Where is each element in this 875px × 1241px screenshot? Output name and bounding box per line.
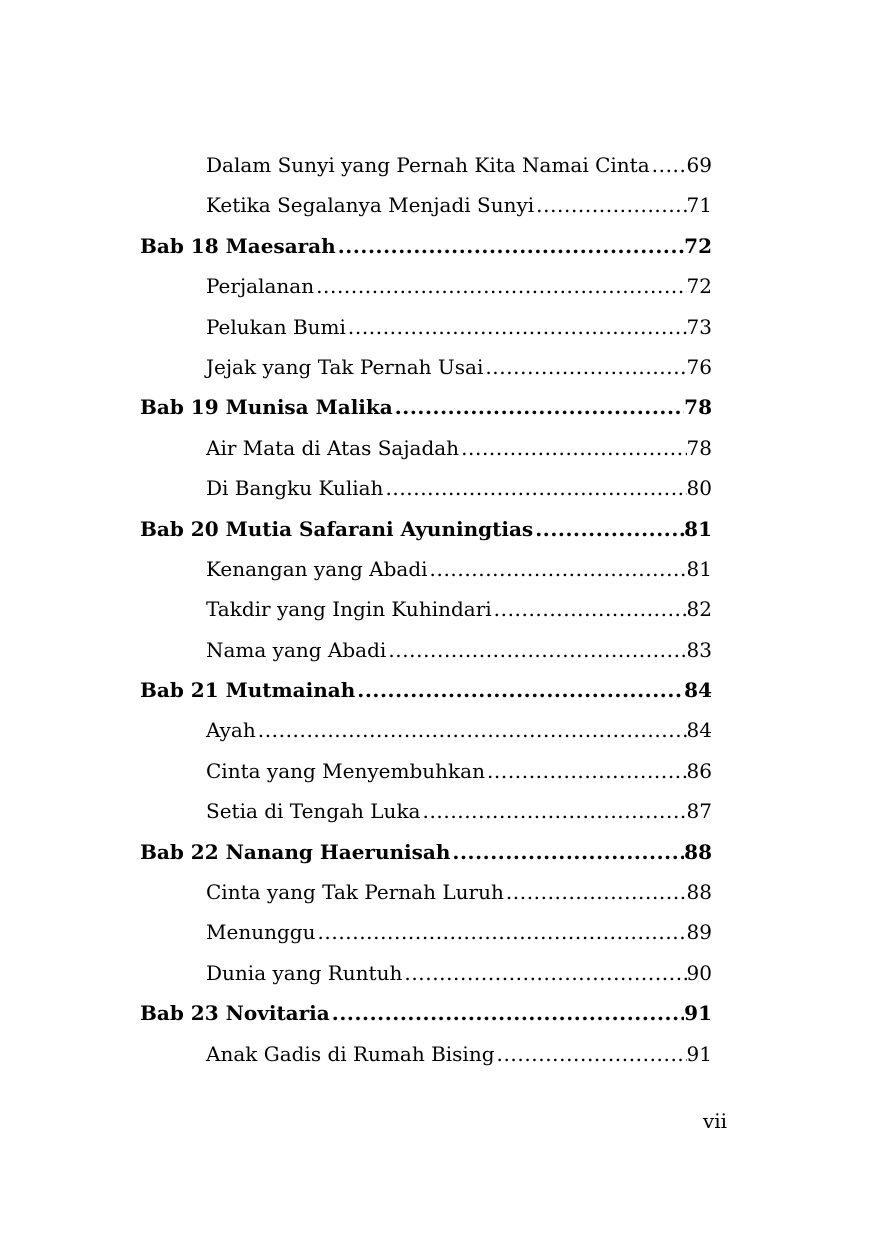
toc-entry-leader-dots	[483, 347, 686, 387]
toc-entry-leader-dots	[383, 468, 686, 508]
toc-entry-page-number: 83	[686, 637, 712, 662]
toc-entry-page-number: 76	[686, 354, 712, 379]
toc-entry	[140, 1034, 712, 1074]
toc-entry-title: Bab 23 Novitaria	[140, 1001, 330, 1026]
toc-entry-leader-dots	[534, 185, 686, 225]
toc-entry-leader-dots	[336, 226, 684, 266]
toc-entry-page-number: 81	[684, 516, 712, 541]
toc-entry-leader-dots	[386, 630, 686, 670]
toc-entry-page-number: 90	[686, 960, 712, 985]
toc-entry-page-number: 72	[686, 274, 712, 299]
toc-entry	[140, 468, 712, 508]
toc-entry-page-number: 91	[686, 1041, 712, 1066]
toc-entry-leader-dots	[355, 670, 684, 710]
toc-entry-title: Jejak yang Tak Pernah Usai	[206, 354, 484, 379]
toc-entry-leader-dots	[393, 387, 684, 427]
toc-entry	[140, 993, 712, 1033]
toc-entry-page-number: 84	[684, 678, 712, 703]
toc-entry	[140, 832, 712, 872]
toc-entry	[140, 185, 712, 225]
toc-entry-page-number: 84	[686, 718, 712, 743]
toc-entry-page-number: 71	[686, 193, 712, 218]
toc-entry-leader-dots	[346, 307, 687, 347]
toc-entry-page-number: 87	[686, 799, 712, 824]
toc-entry	[140, 872, 712, 912]
toc-entry-page-number: 69	[686, 153, 712, 177]
toc-entry-title: Bab 22 Nanang Haerunisah	[140, 839, 451, 864]
toc-entry-leader-dots	[504, 872, 687, 912]
toc-entry-title: Menunggu	[206, 920, 316, 945]
toc-entry-title: Dalam Sunyi yang Pernah Kita Namai Cinta	[206, 153, 650, 177]
toc-entry-leader-dots	[428, 549, 687, 589]
toc-entry	[140, 670, 712, 710]
toc-entry	[140, 145, 712, 185]
toc-entry-title: Anak Gadis di Rumah Bising	[206, 1041, 495, 1066]
toc-entry	[140, 266, 712, 306]
toc-entry-leader-dots	[495, 1034, 687, 1074]
toc-entry-page-number: 88	[686, 880, 712, 905]
toc-entry	[140, 912, 712, 952]
toc-entry	[140, 791, 712, 831]
toc-entry	[140, 549, 712, 589]
toc-entry-title: Cinta yang Tak Pernah Luruh	[206, 880, 504, 905]
toc-entry-title: Ketika Segalanya Menjadi Sunyi	[206, 193, 535, 218]
toc-entry-page-number: 72	[684, 233, 712, 258]
toc-entry	[140, 630, 712, 670]
toc-entry-page-number: 78	[686, 435, 712, 460]
toc-entry-leader-dots	[330, 993, 684, 1033]
toc-entry-leader-dots	[485, 751, 687, 791]
toc-entry-leader-dots	[402, 953, 686, 993]
toc-entry-title: Cinta yang Menyembuhkan	[206, 758, 485, 783]
toc-entry-leader-dots	[650, 145, 687, 185]
toc-entry	[140, 751, 712, 791]
toc-entry-page-number: 89	[686, 920, 712, 945]
table-of-contents	[140, 145, 712, 1074]
toc-entry	[140, 307, 712, 347]
toc-entry-page-number: 73	[686, 314, 712, 339]
toc-entry-title: Kenangan yang Abadi	[206, 556, 428, 581]
toc-entry	[140, 710, 712, 750]
toc-entry-title: Dunia yang Runtuh	[206, 960, 403, 985]
toc-entry-page-number: 80	[686, 476, 712, 501]
toc-entry-leader-dots	[314, 266, 686, 306]
toc-entry-title: Bab 18 Maesarah	[140, 233, 336, 258]
toc-entry-leader-dots	[315, 912, 686, 952]
toc-entry-title: Di Bangku Kuliah	[206, 476, 384, 501]
toc-entry	[140, 347, 712, 387]
toc-entry-leader-dots	[459, 428, 686, 468]
toc-entry-title: Bab 19 Munisa Malika	[140, 395, 393, 420]
toc-entry-page-number: 86	[686, 758, 712, 783]
toc-entry-title: Setia di Tengah Luka	[206, 799, 421, 824]
toc-entry-title: Bab 20 Mutia Safarani Ayuningtias	[140, 516, 534, 541]
toc-entry-title: Perjalanan	[206, 274, 315, 299]
toc-entry-page-number: 81	[686, 556, 712, 581]
toc-entry-title: Nama yang Abadi	[206, 637, 387, 662]
toc-entry-page-number: 78	[684, 395, 712, 420]
toc-entry	[140, 387, 712, 427]
toc-entry-leader-dots	[420, 791, 686, 831]
toc-entry-page-number: 88	[684, 839, 712, 864]
toc-entry-page-number: 91	[684, 1001, 712, 1026]
toc-entry-title: Ayah	[206, 718, 256, 743]
toc-entry-title: Takdir yang Ingin Kuhindari	[206, 597, 492, 622]
toc-entry-title: Pelukan Bumi	[206, 314, 346, 339]
toc-entry-leader-dots	[533, 509, 684, 549]
footer-page-number: vii	[702, 1109, 727, 1133]
toc-entry-title: Bab 21 Mutmainah	[140, 678, 356, 703]
toc-entry-leader-dots	[450, 832, 684, 872]
toc-entry-leader-dots	[492, 589, 687, 629]
toc-entry-leader-dots	[256, 710, 687, 750]
toc-entry-page-number: 82	[686, 597, 712, 622]
toc-entry	[140, 226, 712, 266]
toc-entry	[140, 953, 712, 993]
toc-entry-title: Air Mata di Atas Sajadah	[206, 435, 460, 460]
toc-entry	[140, 428, 712, 468]
toc-entry	[140, 509, 712, 549]
toc-entry	[140, 589, 712, 629]
